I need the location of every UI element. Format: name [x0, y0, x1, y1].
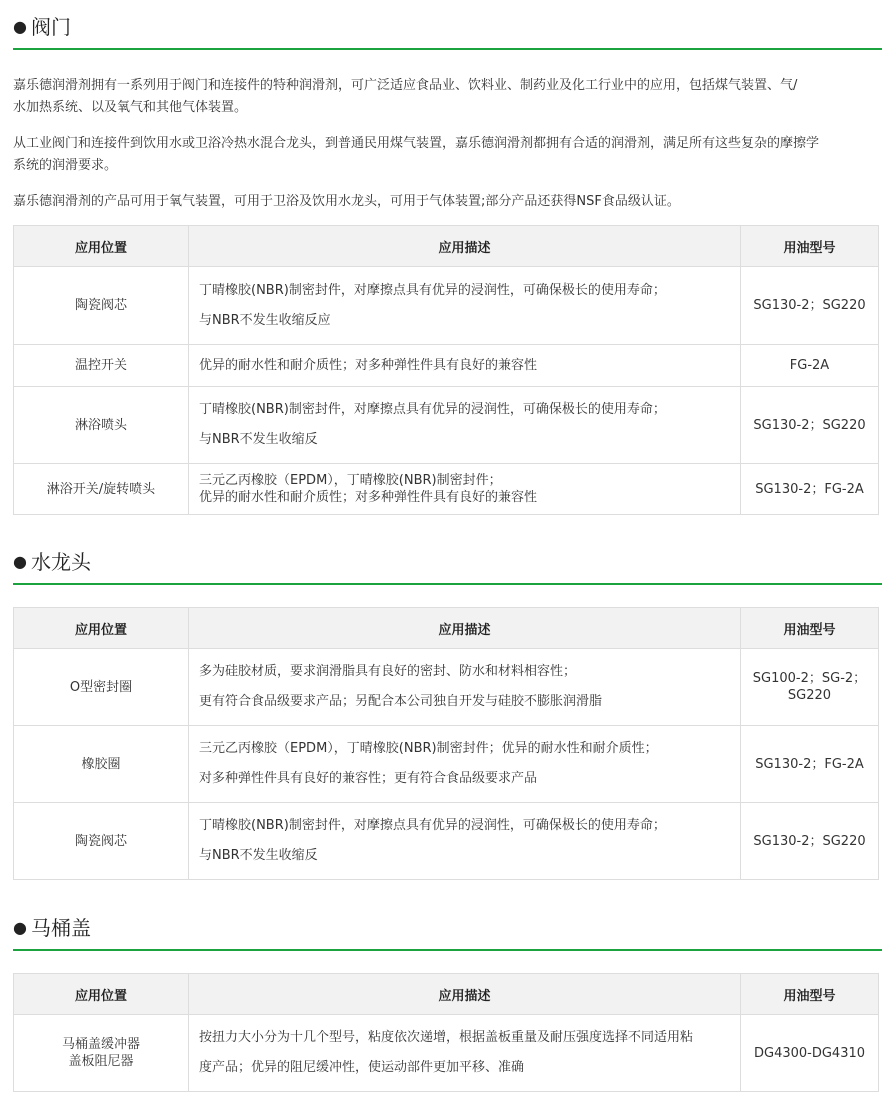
cell-description	[189, 726, 741, 803]
cell-description	[189, 267, 741, 345]
header-oil-model: 用油型号	[741, 608, 879, 649]
cell-text: 丁晴橡胶(NBR)制密封件，对摩擦点具有优异的浸润性，可确保极长的使用寿命；	[199, 402, 666, 417]
table-row	[14, 267, 879, 345]
cell-position	[14, 803, 189, 880]
intro-paragraph-2	[13, 133, 882, 177]
table-row	[14, 726, 879, 803]
cell-position	[14, 345, 189, 387]
section-title-text: 阀门	[30, 15, 71, 39]
cell-text: 淋浴开关/旋转喷头	[46, 481, 156, 497]
cell-text: 淋浴喷头	[74, 417, 127, 433]
cell-text: 与NBR不发生收缩反	[199, 432, 318, 447]
cell-position	[14, 387, 189, 464]
cell-position	[14, 649, 189, 726]
cell-oil-model: SG130-2；SG220	[741, 387, 879, 464]
cell-text: 按扭力大小分为十几个型号，粘度依次递增，根据盖板重量及耐压强度选择不同适用粘	[199, 1030, 694, 1045]
cell-description	[189, 345, 741, 387]
cell-text: 对多种弹性件具有良好的兼容性；更有符合食品级要求产品	[199, 771, 538, 786]
intro-line: 系统的润滑要求。	[13, 158, 118, 173]
cell-text: 温控开关	[74, 358, 127, 373]
cell-oil-model: SG130-2；SG220	[741, 803, 879, 880]
bullet-icon: ●	[13, 17, 27, 36]
cell-oil-model: SG100-2；SG-2；SG220	[741, 649, 879, 726]
cell-text: 三元乙丙橡胶（EPDM），丁晴橡胶(NBR)制密封件；	[199, 473, 502, 488]
header-description: 应用描述	[189, 974, 741, 1015]
valve-table	[13, 225, 879, 515]
header-position: 应用位置	[14, 974, 189, 1015]
intro-line: 水加热系统、以及氧气和其他气体装置。	[13, 100, 248, 115]
cell-text: 三元乙丙橡胶（EPDM），丁晴橡胶(NBR)制密封件；优异的耐水性和耐介质性；	[199, 741, 658, 756]
cell-text: 马桶盖缓冲器	[61, 1037, 140, 1052]
table-header-row	[14, 226, 879, 267]
section-title	[13, 11, 71, 40]
intro-paragraph-1	[13, 75, 882, 119]
cell-text: 度产品；优异的阻尼缓冲性，使运动部件更加平移、准确	[199, 1060, 525, 1075]
cell-oil-model: FG-2A	[741, 345, 879, 387]
cell-text: 与NBR不发生收缩反	[199, 848, 318, 863]
cell-text: 优异的耐水性和耐介质性；对多种弹性件具有良好的兼容性	[199, 490, 538, 505]
cell-description	[189, 1015, 741, 1092]
cell-oil-model: DG4300-DG4310	[741, 1015, 879, 1092]
cell-oil-model: SG130-2；FG-2A	[741, 726, 879, 803]
section-title	[13, 546, 91, 575]
intro-line: 嘉乐德润滑剂的产品可用于氧气装置，可用于卫浴及饮用水龙头，可用于气体装置;部分产品还获得NSF食品级认证。	[13, 194, 680, 209]
cell-oil-model: SG130-2；FG-2A	[741, 464, 879, 515]
intro-line: 从工业阀门和连接件到饮用水或卫浴冷热水混合龙头，到普通民用煤气装置，嘉乐德润滑剂都拥有合适的润滑剂，满足所有这些复杂的摩擦学	[13, 136, 820, 151]
cell-description	[189, 803, 741, 880]
header-position: 应用位置	[14, 608, 189, 649]
toilet-lid-table	[13, 973, 879, 1092]
header-description: 应用描述	[189, 608, 741, 649]
cell-position	[14, 267, 189, 345]
bullet-icon: ●	[13, 552, 27, 571]
cell-text: 陶瓷阀芯	[74, 298, 127, 313]
cell-position	[14, 1015, 189, 1092]
cell-text: 丁晴橡胶(NBR)制密封件，对摩擦点具有优异的浸润性，可确保极长的使用寿命；	[199, 282, 666, 298]
cell-text: 橡胶圈	[81, 756, 121, 772]
faucet-table	[13, 607, 879, 880]
section-title-text: 马桶盖	[30, 916, 91, 940]
intro-paragraph-3	[13, 191, 882, 213]
table-row	[14, 803, 879, 880]
cell-text: 盖板阻尼器	[68, 1054, 134, 1069]
bullet-icon: ●	[13, 918, 27, 937]
table-row	[14, 464, 879, 515]
header-position: 应用位置	[14, 226, 189, 267]
section-header-faucet	[13, 551, 882, 585]
cell-text: O型密封圈	[69, 679, 133, 695]
table-row	[14, 387, 879, 464]
cell-oil-model: SG130-2；SG220	[741, 267, 879, 345]
cell-text: 陶瓷阀芯	[74, 833, 127, 849]
cell-position	[14, 464, 189, 515]
table-header-row	[14, 974, 879, 1015]
cell-description	[189, 387, 741, 464]
header-oil-model: 用油型号	[741, 974, 879, 1015]
cell-text: 优异的耐水性和耐介质性；对多种弹性件具有良好的兼容性	[199, 357, 538, 373]
header-oil-model: 用油型号	[741, 226, 879, 267]
cell-description	[189, 464, 741, 515]
table-row	[14, 649, 879, 726]
cell-text: 与NBR不发生收缩反应	[199, 312, 331, 328]
cell-text: 更有符合食品级要求产品；另配合本公司独自开发与硅胶不膨胀润滑脂	[199, 694, 603, 709]
section-title-text: 水龙头	[30, 550, 91, 574]
section-header-valve	[13, 16, 882, 50]
header-description: 应用描述	[189, 226, 741, 267]
cell-text: 丁晴橡胶(NBR)制密封件，对摩擦点具有优异的浸润性，可确保极长的使用寿命；	[199, 818, 666, 833]
table-header-row	[14, 608, 879, 649]
section-header-toilet-lid	[13, 917, 882, 951]
table-row	[14, 1015, 879, 1092]
cell-description	[189, 649, 741, 726]
section-title	[13, 912, 91, 941]
table-row	[14, 345, 879, 387]
intro-line: 嘉乐德润滑剂拥有一系列用于阀门和连接件的特种润滑剂，可广泛适应食品业、饮料业、制药业及化工行业中的应用，包括煤气装置、气/	[13, 78, 798, 93]
cell-position	[14, 726, 189, 803]
cell-text: 多为硅胶材质，要求润滑脂具有良好的密封、防水和材料相容性；	[199, 664, 577, 679]
